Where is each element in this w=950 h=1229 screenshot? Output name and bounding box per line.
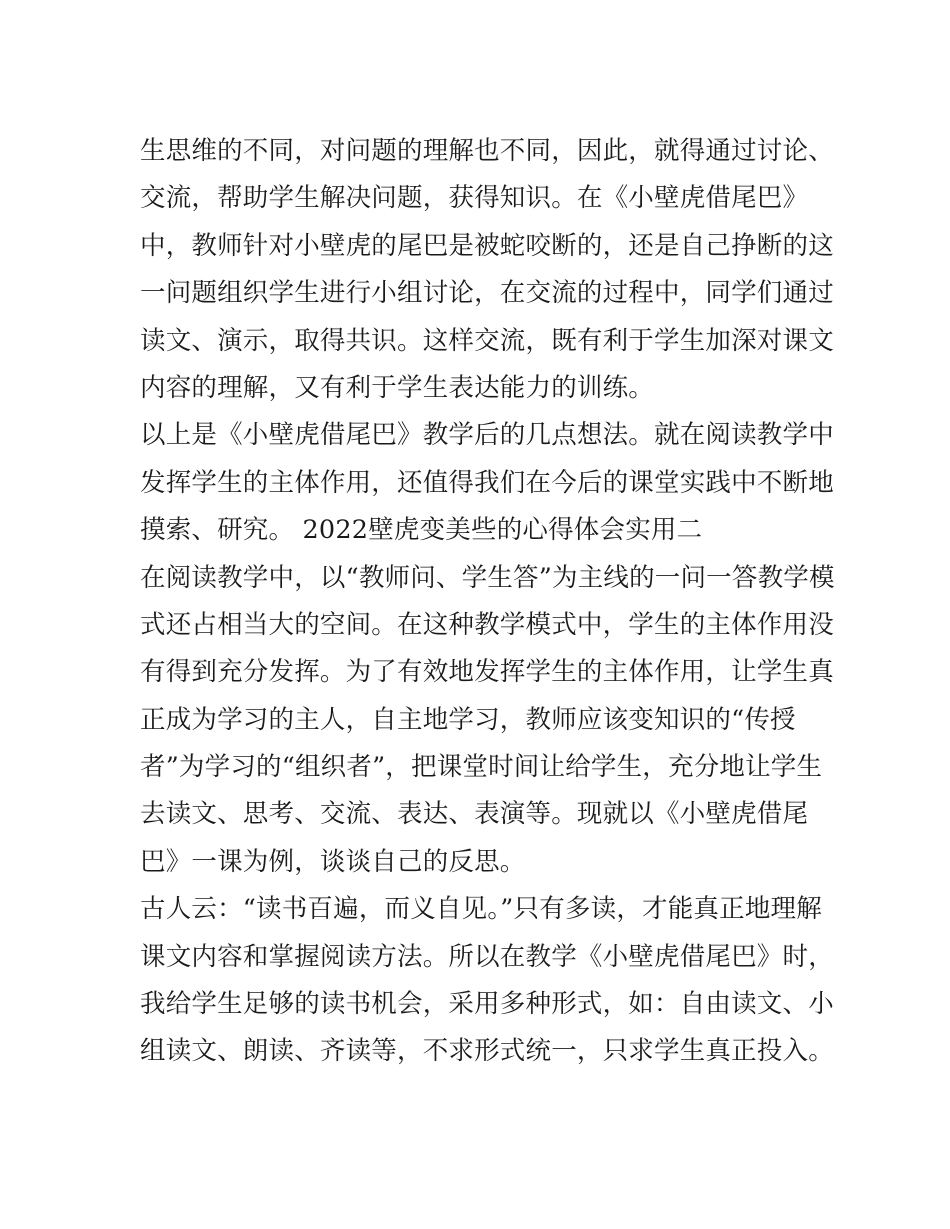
text-line: 交流，帮助学生解决问题，获得知识。在《小壁虎借尾巴》	[140, 183, 809, 214]
text-line: 式还占相当大的空间。在这种教学模式中，学生的主体作用没	[140, 609, 834, 640]
text-line: 有得到充分发挥。为了有效地发挥学生的主体作用，让学生真	[140, 657, 834, 688]
text-line: 我给学生足够的读书机会，采用多种形式，如：自由读文、小	[140, 989, 834, 1020]
text-line: 读文、演示，取得共识。这样交流，既有利于学生加深对课文	[140, 325, 834, 356]
text-line: 在阅读教学中，以“教师问、学生答”为主线的一问一答教学模	[140, 562, 835, 593]
text-line: 以上是《小壁虎借尾巴》教学后的几点想法。就在阅读教学中	[140, 420, 834, 451]
text-line: 内容的理解，又有利于学生表达能力的训练。	[140, 372, 655, 403]
document-body	[140, 128, 835, 1076]
text-line: 中，教师针对小壁虎的尾巴是被蛇咬断的，还是自己挣断的这	[140, 230, 834, 261]
text-line: 去读文、思考、交流、表达、表演等。现就以《小壁虎借尾	[140, 799, 809, 830]
text-line: 生思维的不同，对问题的理解也不同，因此，就得通过讨论、	[140, 136, 834, 166]
text-line: 巴》一课为例，谈谈自己的反思。	[140, 846, 526, 877]
text-line: 一问题组织学生进行小组讨论，在交流的过程中，同学们通过	[140, 278, 834, 309]
text-line: 组读文、朗读、齐读等，不求形式统一，只求学生真正投入。	[140, 1036, 834, 1067]
text-line: 古人云：“读书百遍，而义自见。”只有多读，才能真正地理解	[140, 894, 822, 925]
text-line: 者”为学习的“组织者”，把课堂时间让给学生，充分地让学生	[140, 752, 823, 783]
text-line: 摸索、研究。 2022壁虎变美些的心得体会实用二	[140, 515, 703, 546]
text-line: 正成为学习的主人，自主地学习，教师应该变知识的“传授	[140, 704, 796, 735]
text-line: 发挥学生的主体作用，还值得我们在今后的课堂实践中不断地	[140, 467, 834, 498]
text-line: 课文内容和掌握阅读方法。所以在教学《小壁虎借尾巴》时，	[140, 941, 834, 972]
